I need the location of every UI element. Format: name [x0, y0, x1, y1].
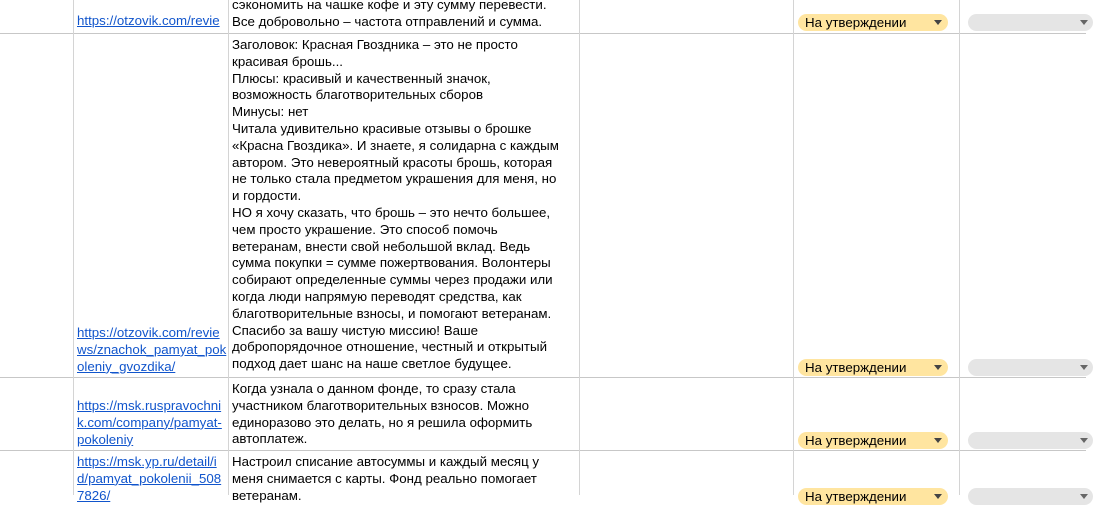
chevron-down-icon [1080, 438, 1088, 443]
row-border [0, 450, 1086, 451]
column-border [579, 0, 580, 495]
status-dropdown-row-1[interactable] [798, 359, 948, 376]
status-label: На утверждении [805, 433, 907, 448]
column-border [73, 0, 74, 495]
chevron-down-icon [1080, 365, 1088, 370]
table-row-0-link[interactable]: https://otzovik.com/revie [77, 13, 220, 28]
status-dropdown-row-0[interactable] [798, 14, 948, 31]
table-row-1-link[interactable]: https://otzovik.com/reviews/znachok_pamyat_pokoleniy_gvozdika/ [77, 325, 227, 374]
chevron-down-icon [934, 438, 942, 443]
dropdown-empty-row-1[interactable] [968, 359, 1093, 376]
chevron-down-icon [1080, 494, 1088, 499]
table-row-2-link[interactable]: https://msk.ruspravochnik.com/company/pamyat-pokoleniy [77, 398, 222, 447]
dropdown-empty-row-0[interactable] [968, 14, 1093, 31]
table-row-1-review: Заголовок: Красная Гвоздника – это не просто красивая брошь... Плюсы: красивый и качественный значок, возможность благотворительных сборов Минусы: нет Читала удивительно красивые отзывы о брошке «Красна Гвоздика». И знаете, я солидарна с каждым автором. Это невероятный красоты брошь, которая не только стала предметом украшения для меня, но и гордости. НО я хочу сказать, что брошь – это нечто большее, чем просто украшение. Это способ помочь ветеранам, внести свой небольшой вклад. Ведь сумма покупки = сумме пожертвования. Волонтеры собирают определенные суммы через продажи или когда люди напрямую переводят средства, как благотворительные взносы, и помогают ветеранам. Спасибо за вашу чистую миссию! Ваше добропорядочное отношение, честный и открытый подход дает шанс на наше светлое будущее. [232, 37, 559, 372]
row-border [0, 377, 1086, 378]
status-label: На утверждении [805, 360, 907, 375]
column-border [793, 0, 794, 495]
chevron-down-icon [934, 494, 942, 499]
status-label: На утверждении [805, 15, 907, 30]
status-dropdown-row-2[interactable] [798, 432, 948, 449]
dropdown-empty-row-3[interactable] [968, 488, 1093, 505]
column-border [959, 0, 960, 495]
status-label: На утверждении [805, 489, 907, 504]
status-dropdown-row-3[interactable] [798, 488, 948, 505]
dropdown-empty-row-2[interactable] [968, 432, 1093, 449]
chevron-down-icon [934, 20, 942, 25]
table-row-3-link[interactable]: https://msk.yp.ru/detail/id/pamyat_pokolenii_5087826/ [77, 454, 222, 503]
table-row-3-review: Настроил списание автосуммы и каждый месяц у меня снимается с карты. Фонд реально помогает ветеранам. [232, 454, 540, 503]
table-row-0-review: сэкономить на чашке кофе и эту сумму перевести. Все добровольно – частота отправлений и сумма. [232, 0, 547, 29]
table-row-2-review: Когда узнала о данном фонде, то сразу стала участником благотворительных взносов. Можно единоразово это делать, но я решила оформить автоплатеж. [232, 381, 533, 447]
chevron-down-icon [1080, 20, 1088, 25]
row-border [0, 33, 1086, 34]
column-border [228, 0, 229, 495]
chevron-down-icon [934, 365, 942, 370]
